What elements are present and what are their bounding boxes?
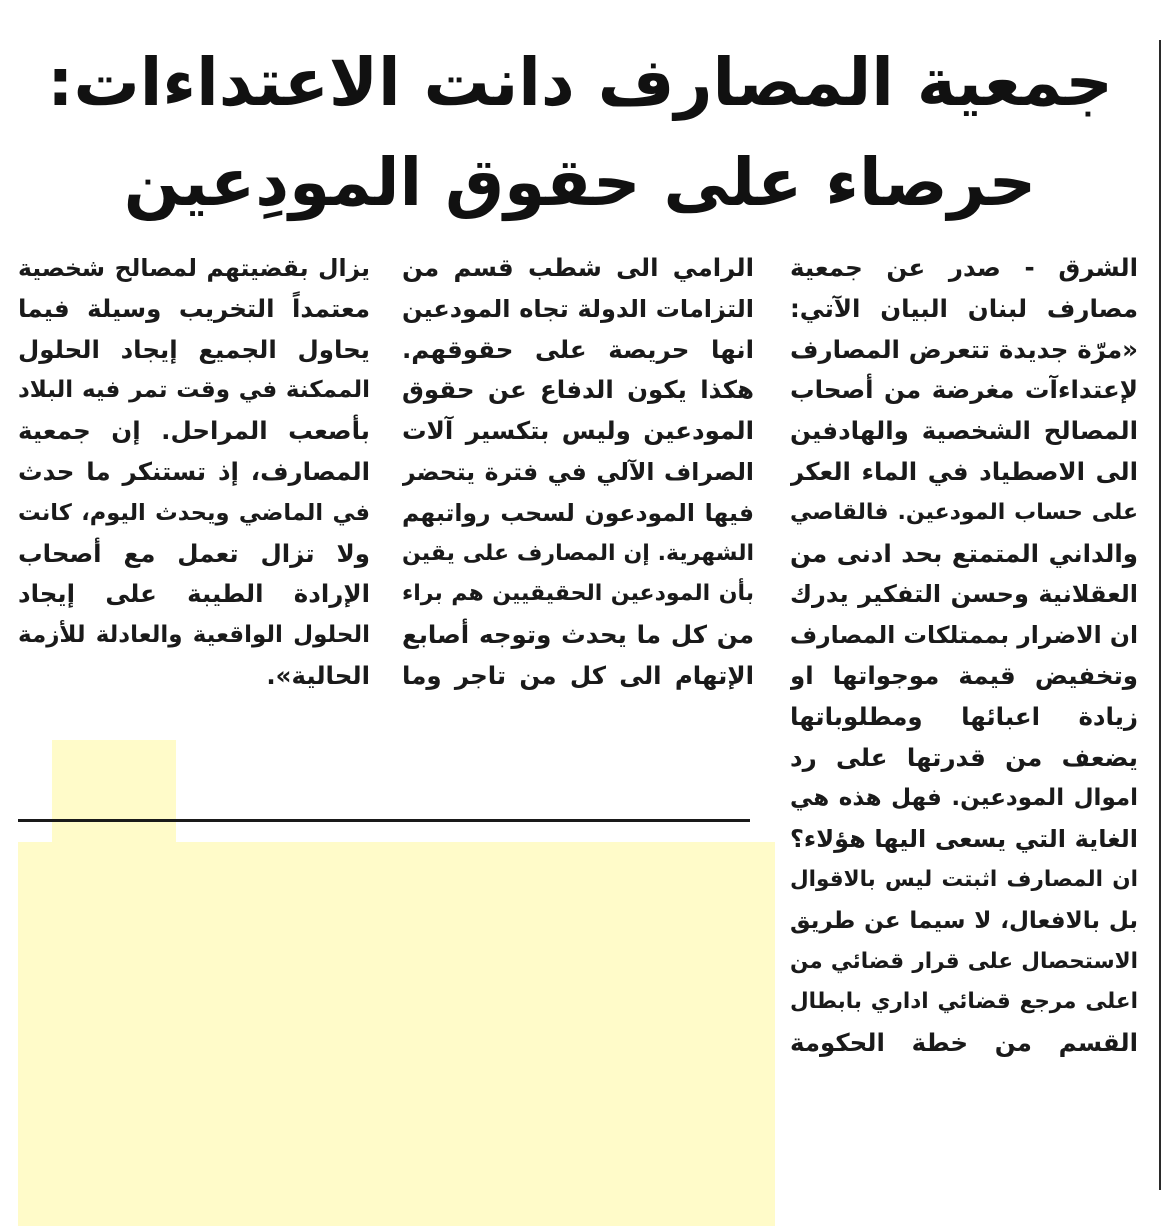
text-line: المصالح الشخصية والهادفين xyxy=(790,416,1138,446)
text-line: الحلول الواقعية والعادلة للأزمة xyxy=(18,622,370,649)
text-line: الغاية التي يسعى اليها هؤلاء؟ xyxy=(790,825,1138,854)
text-line: يحاول الجميع إيجاد الحلول xyxy=(18,334,370,364)
article-column-middle xyxy=(402,248,754,697)
text-line: من كل ما يحدث وتوجه أصابع xyxy=(402,620,754,650)
text-line: الرامي الى شطب قسم من xyxy=(402,253,754,282)
text-line: هكذا يكون الدفاع عن حقوق xyxy=(402,375,754,405)
text-line: بل بالافعال، لا سيما عن طريق xyxy=(790,907,1138,934)
text-line: وتخفيض قيمة موجواتها او xyxy=(790,660,1138,690)
text-line: لإعتداءآت مغرضة من أصحاب xyxy=(790,375,1138,405)
text-line: على حساب المودعين. فالقاصي xyxy=(790,499,1138,525)
text-line: المودعين وليس بتكسير آلات xyxy=(402,416,754,446)
column-edge-rule xyxy=(1159,40,1161,1190)
text-line: التزامات الدولة تجاه المودعين xyxy=(402,294,754,323)
text-line: بأصعب المراحل. إن جمعية xyxy=(18,416,370,446)
text-line: الصراف الآلي في فترة يتحضر xyxy=(402,457,754,486)
text-line: الحالية». xyxy=(266,660,370,690)
highlight-overlay-bottom xyxy=(18,842,775,1226)
text-line: مصارف لبنان البيان الآتي: xyxy=(790,293,1138,323)
article-column-right xyxy=(790,248,1138,1064)
text-line: العقلانية وحسن التفكير يدرك xyxy=(790,580,1138,609)
headline-line-2: حرصاء على حقوق المودِعين xyxy=(123,144,1037,221)
text-line: زيادة اعبائها ومطلوباتها xyxy=(790,701,1138,731)
text-line: الشرق - صدر عن جمعية xyxy=(790,253,1138,282)
text-line: ولا تزال تعمل مع أصحاب xyxy=(18,538,370,568)
text-line: الإرادة الطيبة على إيجاد xyxy=(18,579,370,609)
text-line: ان المصارف اثبتت ليس بالاقوال xyxy=(790,866,1138,892)
text-line: الممكنة في وقت تمر فيه البلاد xyxy=(18,377,370,404)
text-line: اموال المودعين. فهل هذه هي xyxy=(790,785,1138,812)
highlight-overlay-top xyxy=(52,740,176,844)
text-line: يزال بقضيتهم لمصالح شخصية xyxy=(18,254,370,282)
text-line: فيها المودعون لسحب رواتبهم xyxy=(402,498,754,527)
headline-line-1: جمعية المصارف دانت الاعتداءات: xyxy=(47,44,1113,121)
text-line: الاستحصال على قرار قضائي من xyxy=(790,948,1138,974)
text-line: انها حريصة على حقوقهم. xyxy=(402,334,754,364)
text-line: القسم من خطة الحكومة xyxy=(790,1028,1138,1058)
text-line: بأن المودعين الحقيقيين هم براء xyxy=(402,581,754,607)
text-line: يضعف من قدرتها على رد xyxy=(790,742,1138,772)
text-line: المصارف، إذ تستنكر ما حدث xyxy=(18,456,370,486)
text-line: «مرّة جديدة تتعرض المصارف xyxy=(790,334,1138,364)
article-end-rule xyxy=(18,819,750,822)
text-line: والداني المتمتع بحد ادنى من xyxy=(790,538,1138,568)
article-column-left xyxy=(18,248,370,697)
text-line: الى الاصطياد في الماء العكر xyxy=(790,456,1138,486)
text-line: معتمداً التخريب وسيلة فيما xyxy=(18,293,370,323)
text-line: الإتهام الى كل من تاجر وما xyxy=(402,660,754,690)
text-line: اعلى مرجع قضائي اداري بابطال xyxy=(790,989,1138,1015)
text-line: الشهرية. إن المصارف على يقين xyxy=(402,540,754,566)
text-line: في الماضي ويحدث اليوم، كانت xyxy=(18,499,370,526)
text-line: ان الاضرار بممتلكات المصارف xyxy=(790,621,1138,650)
